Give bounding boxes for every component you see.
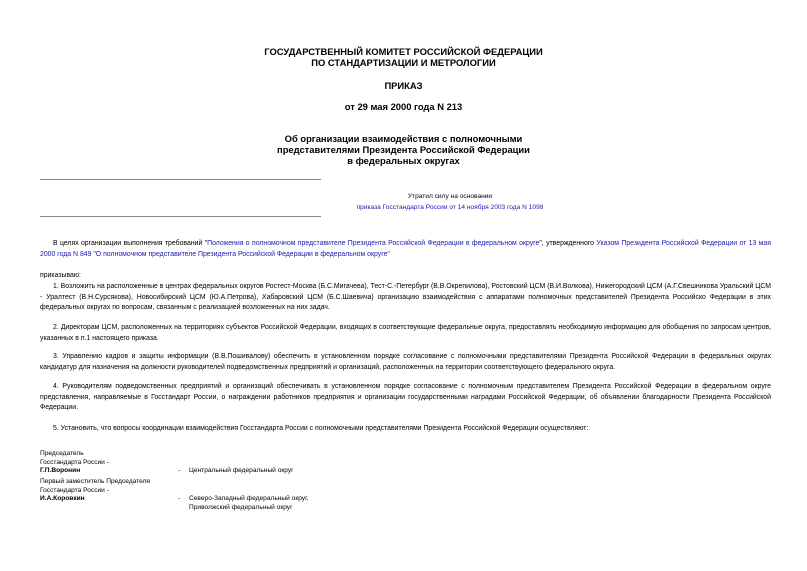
signatory-1-name: Г.П.Воронин [40,467,81,475]
signatory-1-district-1: Центральный федеральный округ [189,467,294,474]
divider-top [40,179,321,180]
status-note-text: Утратил силу на основании [407,193,493,200]
doc-title-line2: представителями Президента Российской Федерации [277,144,530,155]
item-1: 1. Возложить на расположенные в центрах федеральных округов Ростест-Москва (Б.С.Мигачева), Тест-С.-Петербург (В.В.Окрепилова), Ростовский ЦСМ (В.И.Волкова), Нижегородский ЦСМ (А.Г.Свешникова Уральский ЦСМ - Уралтест (В.Н.Сурсякова), Новосибирский ЦСМ (Ю.А.Петрова), Хабаровский ЦСМ (Б.С.Шаевича) организацию взаимодействия с аппаратами полномочных представителей Президента Российско Федерации в этих федеральных округах по вопросам, связанным с реализацией возложенных на них задач. [40,283,771,311]
signatory-1-districts [189,467,294,476]
signatory-2-position-line1: Первый заместитель Председателя [40,478,151,485]
signatory-2-position [40,478,150,504]
signatory-2-district-2: Приволжский федеральный округ [189,503,293,511]
decree-link[interactable]: Указом Президента Российской Федерации от 13 мая 2000 года N 849 "О полномочном представителе Президента Российской Федерации в федеральном округе" [40,240,771,258]
signatory-2-districts [189,495,309,512]
signatory-1-position-line1: Председатель [40,450,84,457]
divider-bottom [40,216,321,217]
item-4: 4. Руководителям подведомственных предприятий и организаций обеспечивать в установленном порядке согласование с полномочным представителем Президента Российской Федерации в федеральном округе представления, направляемые в Госстандарт России, о награждении работников предприятия и организации государственными наградами Российской Федерации, об объявлении благодарности Президента Российской Федерации. [40,383,771,411]
orders-label: приказываю: [40,272,81,279]
preamble-text-2: ", утвержденного [539,240,597,247]
signatory-2-name: И.А.Коровкин [40,495,85,503]
signatory-1-position-line2: Госстандарта России - [40,458,109,466]
doc-title-line1: Об организации взаимодействия с полномочными [284,133,523,144]
signatory-1-dash: - [178,467,181,474]
doc-title [0,133,807,166]
signatory-2-position-line2: Госстандарта России - [40,486,109,494]
org-name-line2: ПО СТАНДАРТИЗАЦИИ И МЕТРОЛОГИИ [311,57,496,68]
status-note [240,191,660,213]
repeal-order-link[interactable]: приказа Госстандарта России от 14 ноября 2003 года N 1098 [356,204,544,211]
preamble-paragraph [40,239,771,260]
preamble-text-1: В целях организации выполнения требований " [53,240,208,247]
signatory-1-position [40,450,109,476]
org-name [0,46,807,68]
signatory-2-dash: - [178,495,181,502]
doc-title-line3: в федеральных округах [347,155,460,166]
org-name-line1: ГОСУДАРСТВЕННЫЙ КОМИТЕТ РОССИЙСКОЙ ФЕДЕРАЦИИ [264,46,543,57]
signatory-2-district-1: Северо-Западный федеральный округ, [189,495,309,502]
item-5: 5. Установить, что вопросы координации взаимодействия Госстандарта России с полномочными представителями Президента Российской Федерации осуществляют: [53,425,589,432]
item-3: 3. Управлению кадров и защиты информации (В.В.Пошивалову) обеспечить в установленном порядке согласование с полномочными представителями Президента Российской Федерации в федеральных округах кандидатур для назначения на должности руководителей подведомственных предприятий и организаций, расположенных на территории соответствующего федерального округа. [40,353,771,371]
doc-type: ПРИКАЗ [384,80,423,91]
regulation-link[interactable]: Положения о полномочном представителе Президента Российской Федерации в федеральном округе [207,240,540,247]
doc-date: от 29 мая 2000 года N 213 [344,101,463,112]
item-2: 2. Директорам ЦСМ, расположенных на территориях субъектов Российской Федерации, входящих в соответствующие федеральные округа, предоставлять необходимую информацию для обобщения по запросам центров, указанных в п.1 настоящего приказа. [40,324,771,342]
